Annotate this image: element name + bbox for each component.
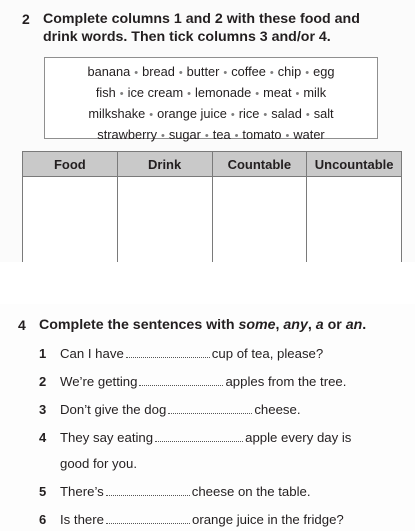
exercise-4-section — [0, 304, 415, 531]
word-item: banana — [87, 64, 131, 79]
bullet-separator: • — [161, 130, 165, 142]
answer-blank[interactable] — [106, 483, 190, 496]
word-box-line — [45, 104, 377, 125]
sentence-text-before: They say eating — [60, 430, 154, 445]
bullet-separator: • — [305, 67, 310, 79]
bullet-separator: • — [134, 67, 139, 79]
word-item: coffee — [231, 64, 266, 79]
bullet-separator: • — [149, 109, 154, 121]
exercise-2-instructions-line-2: drink words. Then tick columns 3 and/or 4. — [43, 29, 331, 45]
sentence-text-after: apple every day is — [245, 430, 352, 445]
exercise-2-section — [0, 0, 415, 262]
word-item: egg — [313, 64, 335, 79]
bullet-separator: • — [187, 88, 191, 100]
word-item: tea — [212, 127, 231, 142]
sentence-number: 1 — [39, 346, 47, 361]
instructions-separator: , — [275, 317, 284, 333]
word-item: ice cream — [127, 85, 184, 100]
food-drink-table — [22, 151, 402, 265]
sentence-text-before: We’re getting — [60, 374, 138, 389]
sentence-1 — [60, 345, 323, 363]
word-item: tomato — [242, 127, 282, 142]
answer-blank[interactable] — [126, 345, 210, 358]
bullet-separator: • — [234, 130, 239, 142]
column-header-drink: Drink — [117, 152, 212, 177]
instructions-separator: , — [307, 317, 316, 333]
instructions-separator: or — [323, 317, 346, 333]
sentence-text-before: Can I have — [60, 346, 124, 361]
word-item: meat — [263, 85, 292, 100]
column-header-countable: Countable — [212, 152, 307, 177]
instructions-period: . — [362, 317, 367, 333]
word-item: chip — [277, 64, 302, 79]
bullet-separator: • — [269, 67, 274, 79]
word-item: bread — [142, 64, 175, 79]
sentence-6 — [60, 511, 344, 529]
answer-blank[interactable] — [168, 401, 252, 414]
column-header-uncountable: Uncountable — [307, 152, 402, 177]
word-box-line — [45, 125, 377, 146]
sentence-number: 2 — [39, 374, 47, 389]
word-item: salad — [271, 106, 302, 121]
bullet-separator: • — [230, 109, 235, 121]
bullet-separator: • — [223, 67, 228, 79]
sentence-text-after: apples from the tree. — [225, 374, 347, 389]
answer-blank[interactable] — [155, 429, 243, 442]
page-gap — [0, 262, 415, 304]
word-item: milk — [303, 85, 327, 100]
sentence-text-after: cheese on the table. — [191, 484, 311, 499]
sentence-5 — [60, 483, 311, 501]
exercise-2-number: 2 — [22, 11, 30, 27]
sentence-text-after: orange juice in the fridge? — [191, 512, 344, 527]
table-answer-row — [23, 177, 402, 266]
sentence-text-before: Is there — [60, 512, 104, 527]
bullet-separator: • — [178, 67, 183, 79]
bullet-separator: • — [295, 88, 300, 100]
sentence-text-after: cup of tea, please? — [211, 346, 324, 361]
word-item: water — [293, 127, 325, 142]
instructions-text: Complete the sentences with — [39, 317, 239, 333]
instructions-word-a: a — [315, 317, 324, 333]
food-answer-cell[interactable] — [23, 177, 118, 266]
sentence-number: 5 — [39, 484, 47, 499]
instructions-word-some: some — [238, 317, 276, 333]
word-item: milkshake — [88, 106, 146, 121]
sentence-number: 6 — [39, 512, 47, 527]
word-item: strawberry — [97, 127, 158, 142]
word-item: rice — [238, 106, 260, 121]
word-item: fish — [95, 85, 116, 100]
table-header-row — [23, 152, 402, 177]
word-item: orange juice — [157, 106, 227, 121]
sentence-text-before: There’s — [60, 484, 104, 499]
sentence-text-before: Don’t give the dog — [60, 402, 167, 417]
word-box-line — [45, 83, 377, 104]
bullet-separator: • — [263, 109, 268, 121]
uncountable-answer-cell[interactable] — [307, 177, 402, 266]
word-box-line — [45, 62, 377, 83]
countable-answer-cell[interactable] — [212, 177, 307, 266]
answer-blank[interactable] — [106, 511, 190, 524]
sentence-4 — [60, 429, 351, 447]
sentence-4-continuation: good for you. — [60, 456, 137, 471]
drink-answer-cell[interactable] — [117, 177, 212, 266]
bullet-separator: • — [204, 130, 209, 142]
word-item: salt — [313, 106, 334, 121]
instructions-word-any: any — [283, 317, 308, 333]
sentence-3 — [60, 401, 301, 419]
instructions-word-an: an — [345, 317, 363, 333]
sentence-text-after: cheese. — [254, 402, 301, 417]
exercise-2-instructions-line-1: Complete columns 1 and 2 with these food and — [43, 11, 360, 27]
word-item: lemonade — [194, 85, 252, 100]
exercise-4-instructions — [39, 316, 409, 334]
exercise-4-number: 4 — [18, 317, 26, 333]
bullet-separator: • — [119, 88, 124, 100]
sentence-number: 4 — [39, 430, 47, 445]
bullet-separator: • — [285, 130, 290, 142]
column-header-food: Food — [23, 152, 118, 177]
exercise-2-instructions — [43, 10, 403, 46]
bullet-separator: • — [255, 88, 260, 100]
bullet-separator: • — [305, 109, 310, 121]
word-item: sugar — [168, 127, 201, 142]
sentence-2 — [60, 373, 346, 391]
word-item: butter — [186, 64, 220, 79]
answer-blank[interactable] — [139, 373, 223, 386]
word-box — [44, 57, 378, 142]
sentence-number: 3 — [39, 402, 47, 417]
